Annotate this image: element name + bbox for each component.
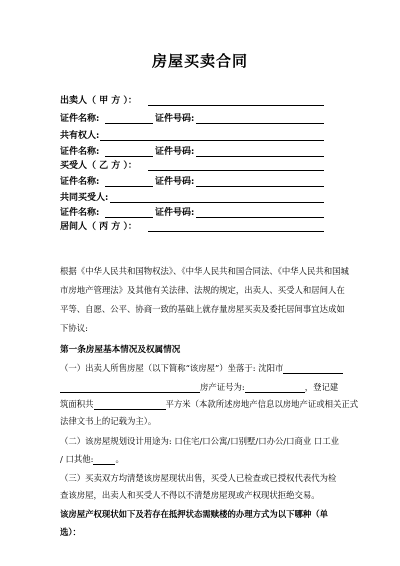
clause-text: ，登记建 [304, 382, 339, 392]
blank-line[interactable] [105, 156, 153, 157]
party-label: 共有权人: [60, 131, 100, 141]
clause-line: （三）买卖双方均清楚该房屋现状出售，买受人已检查或已授权代表代为检 [60, 473, 337, 483]
party-label: 居间人（ 丙 方 ）： [60, 222, 137, 232]
party-label: 买受人（ 乙 方 ）： [60, 161, 137, 171]
id-type-label: 证件名称: [60, 177, 100, 187]
blank-line[interactable] [283, 364, 343, 374]
blank-line[interactable] [110, 202, 324, 203]
clause-text: / 口其他: [60, 454, 94, 464]
party-row-id [60, 144, 330, 158]
blank-line[interactable] [105, 217, 153, 218]
clause-line: 法律文书上的记载为主）。 [60, 416, 157, 426]
blank-line[interactable] [196, 156, 324, 157]
party-row-intermediary [60, 219, 330, 233]
party-row-coowner [60, 128, 330, 142]
id-type-label: 证件名称: [60, 147, 100, 157]
clause-line: （二）该房屋规划设计用途为: 口住宅/口公寓/口别墅/口办公/口商业 口工业 [60, 436, 340, 446]
id-number-label: 证件号码: [155, 208, 195, 218]
clause-text: 筑面积共 [60, 399, 94, 409]
party-row-id [60, 174, 330, 188]
blank-line[interactable] [105, 186, 153, 187]
id-number-label: 证件号码: [155, 147, 195, 157]
document-title: 房屋买卖合同 [151, 52, 248, 70]
party-row-seller [60, 93, 330, 107]
blank-line[interactable] [196, 123, 324, 124]
intro-paragraph: 根据《中华人民共和国物权法》、《中华人民共和国合同法、《中华人民共和国城市房地产管理法》及其他有关法律、法规的规定，出卖人、买受人和居间人在平等、自愿、公平、协商一致的基础上就存量房屋买卖及委托居间事宜达成如下协议: [60, 266, 349, 333]
blank-line[interactable] [245, 383, 305, 393]
blank-line[interactable] [196, 186, 324, 187]
clause-text: 平方米（本款所述房地产信息以房地产证或相关正式 [165, 399, 359, 409]
blank-line[interactable] [93, 455, 115, 465]
id-number-label: 证件号码: [155, 177, 195, 187]
id-type-label: 证件名称: [60, 208, 100, 218]
party-row-id [60, 205, 330, 219]
clause-line [60, 362, 343, 374]
party-row-cobuyer [60, 190, 330, 204]
clause-line [60, 453, 124, 465]
clause-line: 查该房屋，出卖人和买受人不得以不清楚房屋现或产权现状拒绝交易。 [60, 490, 320, 500]
party-label: 出卖人（ 甲 方 ）： [60, 96, 137, 106]
blank-line[interactable] [100, 140, 324, 141]
clause-text: （一）出卖人所售房屋（以下简称“该房屋”）坐落于: 沈阳市 [60, 363, 284, 373]
party-row-buyer [60, 158, 330, 172]
clause-text: 房产证号为: [200, 382, 245, 392]
blank-line[interactable] [148, 105, 324, 106]
blank-line[interactable] [94, 400, 166, 410]
id-number-label: 证件号码: [155, 114, 195, 124]
clause-line [60, 381, 338, 393]
section-title: 第一条房屋基本情况及权属情况 [60, 345, 181, 355]
clause-line: 该房屋产权现状如下及若存在抵押状态需赎楼的办理方式为以下哪种（单 [60, 509, 328, 519]
party-row-id [60, 111, 330, 125]
blank-line[interactable] [196, 217, 324, 218]
party-label: 共同买受人: [60, 193, 109, 203]
blank-line[interactable] [148, 231, 324, 232]
blank-line[interactable] [105, 123, 153, 124]
clause-line [60, 398, 358, 410]
blank-line[interactable] [60, 383, 200, 393]
blank-line[interactable] [148, 170, 324, 171]
id-type-label: 证件名称: [60, 114, 100, 124]
clause-line: 选）： [60, 527, 81, 537]
clause-text: 。 [115, 454, 124, 464]
